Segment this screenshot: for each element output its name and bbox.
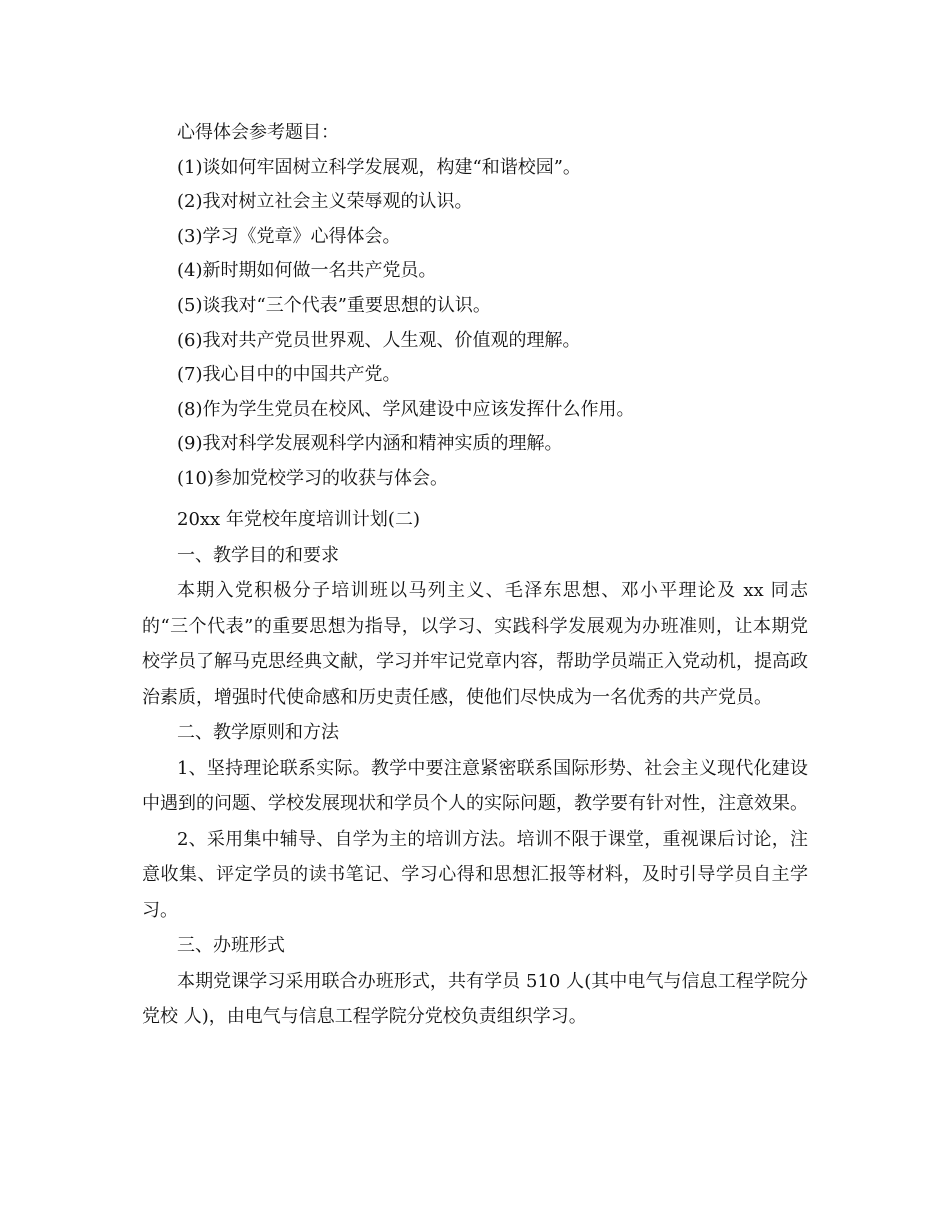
topic-item-6: (6)我对共产党员世界观、人生观、价值观的理解。 <box>177 329 581 351</box>
plan-title: 20xx 年党校年度培训计划(二) <box>177 509 420 530</box>
topic-item-8: (8)作为学生党员在校风、学风建设中应该发挥什么作用。 <box>177 398 635 420</box>
topics-title: 心得体会参考题目： <box>177 122 339 143</box>
topic-item-1: (1)谈如何牢固树立科学发展观，构建“和谐校园”。 <box>177 156 581 178</box>
section-2-paragraph-2: 2、采用集中辅导、自学为主的培训方法。培训不限于课堂，重视课后讨论，注意收集、评定学员的读书笔记、学习心得和思想汇报等材料，及时引导学员自主学习。 <box>142 828 808 921</box>
topic-item-3: (3)学习《党章》心得体会。 <box>177 225 401 247</box>
training-plan <box>142 502 808 1035</box>
section-1-heading: 一、教学目的和要求 <box>177 544 339 566</box>
topic-item-5: (5)谈我对“三个代表”重要思想的认识。 <box>177 294 491 316</box>
section-3-paragraph: 本期党课学习采用联合办班形式，共有学员 510 人(其中电气与信息工程学院分党校 人)，由电气与信息工程学院分党校负责组织学习。 <box>142 970 808 1027</box>
topic-item-7: (7)我心目中的中国共产党。 <box>177 364 401 386</box>
section-2-heading: 二、教学原则和方法 <box>177 722 339 743</box>
section-3-heading: 三、办班形式 <box>177 935 285 956</box>
topic-item-2: (2)我对树立社会主义荣辱观的认识。 <box>177 191 473 213</box>
topic-item-10: (10)参加党校学习的收获与体会。 <box>177 467 448 489</box>
reference-topics <box>177 116 817 497</box>
section-2-paragraph-1: 1、坚持理论联系实际。教学中要注意紧密联系国际形势、社会主义现代化建设中遇到的问题、学校发展现状和学员个人的实际问题，教学要有针对性，注意效果。 <box>142 757 808 814</box>
section-1-paragraph: 本期入党积极分子培训班以马列主义、毛泽东思想、邓小平理论及 xx 同志的“三个代表”的重要思想为指导，以学习、实践科学发展观为办班准则，让本期党校学员了解马克思经典文献，学习并牢记党章内容，帮助学员端正入党动机，提高政治素质，增强时代使命感和历史责任感，使他们尽快成为一名优秀的共产党员。 <box>142 580 808 708</box>
topic-item-4: (4)新时期如何做一名共产党员。 <box>177 260 437 282</box>
topic-item-9: (9)我对科学发展观科学内涵和精神实质的理解。 <box>177 433 563 455</box>
